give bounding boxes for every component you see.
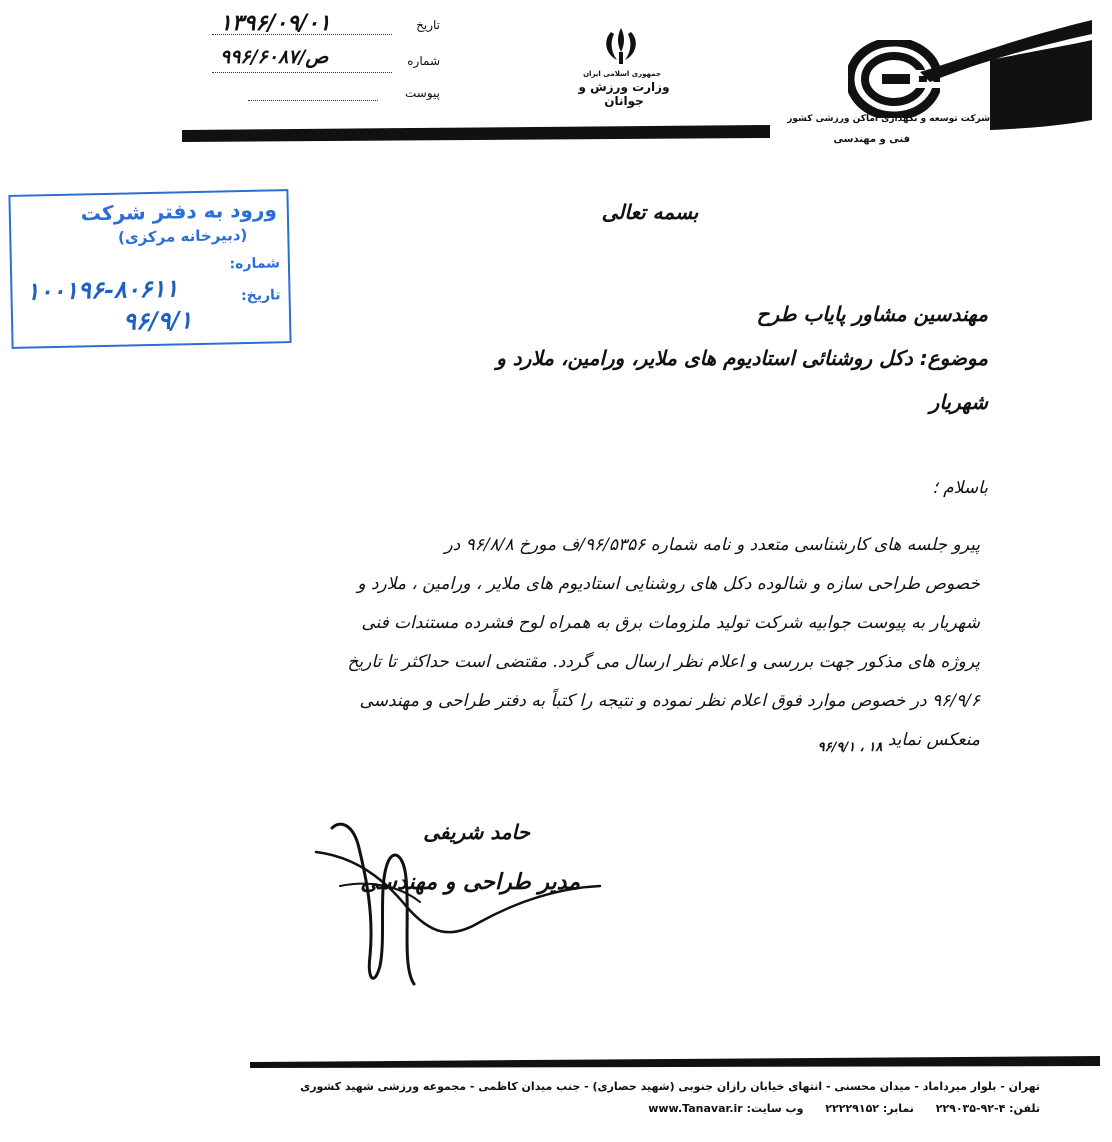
- body-line-1: پیرو جلسه های کارشناسی متعدد و نامه شماره ۹۶/۵۳۵۶/ف مورخ ۹۶/۸/۸ در: [444, 535, 980, 555]
- stamp-number-value: ۱۰۰۱۹۶-۸۰۶۱۱: [26, 273, 179, 306]
- fax-value: ۲۲۲۲۹۱۵۲: [825, 1102, 879, 1115]
- greeting: باسلام ؛: [932, 478, 988, 498]
- recipient: مهندسین مشاور پایاب طرح: [756, 302, 988, 326]
- stamp-title: ورود به دفتر شرکت: [80, 197, 278, 226]
- body-line-2: خصوص طراحی سازه و شالوده دکل های روشنایی استادیوم های ملایر ، ورامین ، ملارد و: [357, 574, 980, 594]
- web-value[interactable]: www.Tanavar.ir: [648, 1102, 743, 1115]
- date-value: ۱۳۹۶/۰۹/۰۱: [220, 10, 331, 36]
- body-paragraph: [280, 526, 980, 760]
- department-name: فنی و مهندسی: [833, 134, 910, 145]
- signer-name: حامد شریفی: [423, 820, 530, 844]
- signature-scribble-icon: [310, 816, 610, 996]
- number-label: شماره: [407, 54, 440, 68]
- stamp-subtitle: (دبیرخانه مرکزی): [117, 225, 248, 247]
- footer-bar: [0, 1040, 1112, 1070]
- basmala: بسمه تعالی: [601, 200, 699, 224]
- body-line-4: پروژه های مذکور جهت بررسی و اعلام نظر ارسال می گردد. مقتضی است حداکثر تا تاریخ: [347, 652, 980, 672]
- fax-label: نمابر:: [882, 1102, 914, 1115]
- phone-value: ۴-۹۲-۲۲۹۰۳۵: [935, 1102, 1006, 1115]
- company-name: شرکت توسعه و نگهداری اماکن ورزشی کشور: [787, 114, 990, 124]
- body-line-6: منعکس نماید .: [876, 730, 980, 750]
- footer-address: تهران - بلوار میرداماد - میدان محسنی - انتهای خیابان رازان جنوبی (شهید حصاری) - جنب میدان کاظمی - مجموعه ورزشی شهید کشوری: [300, 1080, 1040, 1093]
- received-stamp: [8, 189, 291, 349]
- subject-line-1: موضوع: دکل روشنائی استادیوم های ملایر، ورامین، ملارد و: [496, 346, 988, 370]
- ministry-name: وزارت ورزش و جوانان: [578, 80, 670, 108]
- body-line-5: ۹۶/۹/۶ در خصوص موارد فوق اعلام نظر نموده و نتیجه را کتباً به دفتر طراحی و مهندسی: [359, 691, 980, 711]
- subject-line-2: شهریار: [929, 390, 988, 414]
- phone-label: تلفن:: [1009, 1102, 1040, 1115]
- body-line-3: شهریار به پیوست جوابیه شرکت تولید ملزومات برق به همراه لوح فشرده مستندات فنی: [361, 613, 980, 633]
- ministry-small: جمهوری اسلامی ایران: [583, 70, 661, 78]
- header-bar: [0, 0, 1112, 160]
- stamp-number-label: شماره:: [229, 255, 281, 273]
- date-label: تاریخ: [416, 18, 440, 32]
- footer-contacts: [440, 1102, 1040, 1115]
- attachment-label: پیوست: [405, 86, 440, 100]
- stamp-date-value: ۹۶/۹/۱: [122, 305, 193, 336]
- handwritten-note: ۹۶/۹/۱ ، ۱۸: [817, 740, 883, 755]
- number-value: ص/۹۹۶/۶۰۸۷: [220, 46, 329, 68]
- web-label: وب سایت:: [746, 1102, 804, 1115]
- signer-title: مدیر طراحی و مهندسی: [360, 870, 580, 895]
- stamp-date-label: تاریخ:: [240, 287, 281, 305]
